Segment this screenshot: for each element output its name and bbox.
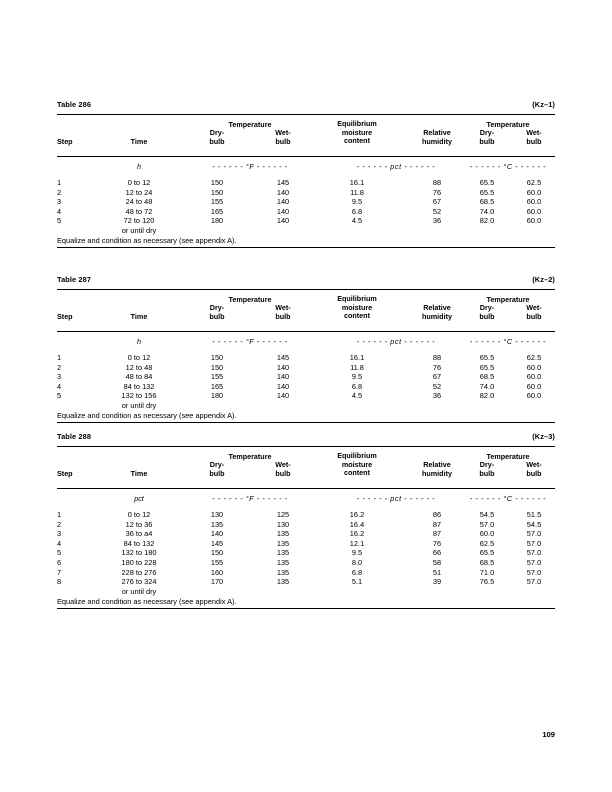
table-row — [57, 382, 555, 392]
cell-emc: 16.1 — [349, 178, 365, 187]
column-header-wet-bulb-c-line1: Wet- — [526, 303, 542, 312]
cell-relative-humidity: 76 — [432, 187, 442, 197]
column-header-time — [93, 470, 185, 479]
column-header-wet-bulb-f-line2: bulb — [275, 311, 291, 321]
cell-wet-bulb-f: 140 — [276, 381, 290, 391]
table-row — [57, 216, 555, 226]
cell-wet-bulb-f: 145 — [276, 353, 290, 362]
table-body — [57, 506, 555, 608]
cell-wet-bulb-c: 54.5 — [526, 519, 542, 529]
cell-wet-bulb-f: 140 — [276, 362, 290, 372]
unit-time: h — [137, 162, 141, 171]
unit-fahrenheit: - - - - - - °F - - - - - - — [212, 494, 288, 503]
cell-dry-bulb-f: 180 — [210, 216, 224, 226]
cell-time: 132 to 156 — [121, 391, 157, 401]
column-header-wet-bulb-c-line1: Wet- — [526, 460, 542, 469]
column-header-dry-bulb-c-line2: bulb — [479, 136, 495, 146]
cell-wet-bulb-f: 140 — [276, 372, 290, 382]
column-header-wet-bulb-f — [253, 461, 313, 478]
cell-dry-bulb-f: 180 — [210, 391, 224, 401]
cell-emc: 4.5 — [351, 391, 363, 401]
cell-dry-bulb-f: 165 — [210, 206, 224, 216]
cell-time: 12 to 48 — [125, 362, 153, 372]
table-unit-row — [57, 157, 555, 174]
column-header-wet-bulb-c — [513, 129, 555, 146]
cell-step: 4 — [57, 538, 62, 548]
cell-dry-bulb-c: 76.5 — [479, 577, 495, 587]
cell-wet-bulb-f: 135 — [276, 529, 290, 539]
column-header-dry-bulb-f-line2: bulb — [209, 136, 225, 146]
column-header-emc-line2: moisture — [341, 302, 373, 312]
column-header-wet-bulb-c — [513, 461, 555, 478]
table-body — [57, 174, 555, 247]
cell-dry-bulb-c: 62.5 — [479, 538, 495, 548]
column-header-step-line1: Step — [57, 137, 73, 146]
table-caption: Table 288 — [57, 432, 92, 441]
cell-wet-bulb-c: 60.0 — [526, 391, 542, 401]
cell-relative-humidity: 36 — [432, 391, 442, 401]
column-header-wet-bulb-f-line2: bulb — [275, 136, 291, 146]
column-header-relative-humidity-line2: humidity — [422, 468, 452, 478]
cell-dry-bulb-f: 155 — [210, 557, 224, 567]
column-header-dry-bulb-f-line2: bulb — [209, 468, 225, 478]
column-header-wet-bulb-f-line1: Wet- — [275, 128, 291, 137]
unit-celsius: - - - - - - °C - - - - - - — [469, 337, 547, 346]
column-header-wet-bulb-f-line2: bulb — [275, 468, 291, 478]
unit-celsius: - - - - - - °C - - - - - - — [469, 494, 547, 503]
column-header-dry-bulb-c-line1: Dry- — [479, 460, 495, 469]
table-body — [57, 349, 555, 422]
cell-time: 72 to 120 — [123, 216, 155, 226]
cell-dry-bulb-f: 150 — [210, 548, 224, 558]
continuation-text: or until dry — [121, 586, 157, 596]
cell-dry-bulb-f: 150 — [210, 178, 224, 187]
table-caption: Table 287 — [57, 275, 92, 284]
unit-time: h — [137, 337, 141, 346]
unit-pct: - - - - - - pct - - - - - - — [356, 337, 436, 346]
cell-step: 2 — [57, 519, 62, 529]
column-header-step-line1: Step — [57, 469, 73, 478]
column-header-wet-bulb-c-line2: bulb — [526, 468, 542, 478]
column-header-wet-bulb-f-line1: Wet- — [275, 303, 291, 312]
temperature-span-label-c: Temperature — [486, 120, 530, 129]
column-header-emc-line1: Equilibrium — [337, 119, 377, 128]
column-header-emc — [319, 295, 395, 321]
table-bottom-rule — [57, 608, 555, 609]
table-row — [57, 372, 555, 382]
cell-emc: 16.4 — [349, 519, 365, 529]
table-row — [57, 548, 555, 558]
cell-time: 276 to 324 — [121, 577, 157, 587]
cell-emc: 11.8 — [350, 187, 364, 197]
cell-dry-bulb-c: 65.5 — [479, 353, 495, 362]
cell-time: 0 to 12 — [127, 178, 151, 187]
column-header-wet-bulb-c-line2: bulb — [526, 136, 542, 146]
cell-relative-humidity: 88 — [432, 353, 442, 362]
column-header-dry-bulb-c-line2: bulb — [479, 311, 495, 321]
cell-emc: 8.0 — [351, 557, 363, 567]
cell-relative-humidity: 52 — [432, 381, 442, 391]
cell-dry-bulb-f: 155 — [210, 372, 224, 382]
column-header-time-line1: Time — [130, 469, 148, 478]
cell-emc: 4.5 — [351, 216, 363, 226]
cell-emc: 9.5 — [351, 197, 363, 207]
column-header-step — [57, 138, 91, 147]
cell-dry-bulb-c: 57.0 — [479, 519, 495, 529]
cell-dry-bulb-f: 170 — [210, 577, 224, 587]
cell-step: 5 — [57, 548, 62, 558]
cell-emc: 6.8 — [351, 567, 363, 577]
cell-time: 48 to 84 — [125, 372, 153, 382]
unit-fahrenheit: - - - - - - °F - - - - - - — [212, 162, 288, 171]
cell-relative-humidity: 36 — [432, 216, 442, 226]
column-header-emc-line3: content — [344, 468, 370, 478]
cell-relative-humidity: 76 — [432, 538, 442, 548]
table-row — [57, 539, 555, 549]
cell-dry-bulb-c: 82.0 — [479, 391, 495, 401]
column-header-wet-bulb-c — [513, 304, 555, 321]
cell-step: 8 — [57, 577, 62, 587]
cell-wet-bulb-f: 135 — [276, 567, 290, 577]
column-header-dry-bulb-c — [461, 304, 513, 321]
cell-time: 12 to 36 — [125, 519, 153, 529]
cell-wet-bulb-c: 60.0 — [526, 187, 542, 197]
cell-relative-humidity: 67 — [432, 372, 442, 382]
cell-dry-bulb-c: 65.5 — [479, 548, 495, 558]
cell-dry-bulb-c: 54.5 — [479, 510, 495, 519]
column-header-relative-humidity-line2: humidity — [422, 311, 452, 321]
cell-step: 2 — [57, 187, 62, 197]
cell-step: 4 — [57, 206, 62, 216]
cell-relative-humidity: 87 — [432, 529, 442, 539]
column-header-relative-humidity-line1: Relative — [423, 460, 451, 469]
table-caption: Table 286 — [57, 100, 92, 109]
unit-fahrenheit: - - - - - - °F - - - - - - — [212, 337, 288, 346]
table-row — [57, 353, 555, 363]
column-header-time-line1: Time — [130, 312, 148, 321]
cell-wet-bulb-f: 145 — [276, 178, 290, 187]
cell-wet-bulb-c: 57.0 — [526, 577, 542, 587]
cell-step: 1 — [57, 510, 62, 519]
cell-dry-bulb-f: 140 — [210, 529, 224, 539]
cell-step: 5 — [57, 216, 62, 226]
cell-emc: 6.8 — [351, 206, 363, 216]
cell-wet-bulb-c: 57.0 — [526, 557, 542, 567]
kiln-schedule-table-286 — [57, 100, 555, 248]
column-header-step-line1: Step — [57, 312, 73, 321]
table-header — [57, 447, 555, 488]
cell-dry-bulb-f: 145 — [210, 538, 224, 548]
cell-relative-humidity: 67 — [432, 197, 442, 207]
cell-wet-bulb-f: 140 — [276, 197, 290, 207]
table-row — [57, 529, 555, 539]
cell-wet-bulb-c: 62.5 — [526, 353, 542, 362]
cell-dry-bulb-c: 68.5 — [479, 197, 495, 207]
cell-step: 3 — [57, 197, 62, 207]
cell-step: 1 — [57, 178, 62, 187]
cell-wet-bulb-c: 60.0 — [526, 216, 542, 226]
table-footnote: Equalize and condition as necessary (see appendix A). — [57, 411, 237, 421]
cell-wet-bulb-c: 60.0 — [526, 362, 542, 372]
cell-dry-bulb-f: 130 — [210, 510, 224, 519]
cell-wet-bulb-c: 60.0 — [526, 372, 542, 382]
cell-step: 5 — [57, 391, 62, 401]
column-header-dry-bulb-c-line1: Dry- — [479, 128, 495, 137]
cell-relative-humidity: 76 — [432, 362, 442, 372]
cell-step: 3 — [57, 529, 62, 539]
cell-dry-bulb-c: 65.5 — [479, 362, 495, 372]
cell-dry-bulb-c: 60.0 — [479, 529, 495, 539]
column-header-emc-line3: content — [344, 136, 370, 146]
cell-wet-bulb-f: 140 — [276, 216, 290, 226]
column-header-dry-bulb-f-line1: Dry- — [209, 460, 225, 469]
continuation-line — [57, 226, 555, 236]
kiln-schedule-table-288 — [57, 432, 555, 609]
page-number: 109 — [542, 730, 555, 739]
column-header-dry-bulb-c-line1: Dry- — [479, 303, 495, 312]
cell-dry-bulb-f: 160 — [210, 567, 224, 577]
column-header-wet-bulb-f-line1: Wet- — [275, 460, 291, 469]
kiln-schedule-table-287 — [57, 275, 555, 423]
cell-time: 0 to 12 — [127, 353, 151, 362]
cell-relative-humidity: 51 — [432, 567, 442, 577]
cell-wet-bulb-f: 135 — [276, 548, 290, 558]
column-header-emc-line3: content — [344, 311, 370, 321]
table-bottom-rule — [57, 422, 555, 423]
column-header-dry-bulb-f-line2: bulb — [209, 311, 225, 321]
column-header-relative-humidity-line2: humidity — [422, 136, 452, 146]
column-header-wet-bulb-f — [253, 304, 313, 321]
table-row — [57, 391, 555, 401]
cell-wet-bulb-c: 57.0 — [526, 538, 542, 548]
cell-emc: 9.5 — [351, 372, 363, 382]
table-row — [57, 520, 555, 530]
cell-wet-bulb-c: 62.5 — [526, 178, 542, 187]
cell-dry-bulb-c: 68.5 — [479, 557, 495, 567]
cell-step: 2 — [57, 362, 62, 372]
cell-time: 180 to 228 — [121, 557, 157, 567]
column-header-time — [93, 138, 185, 147]
column-header-time-line1: Time — [130, 137, 148, 146]
column-header-time — [93, 313, 185, 322]
cell-wet-bulb-f: 135 — [276, 538, 290, 548]
cell-dry-bulb-f: 150 — [210, 353, 224, 362]
table-header — [57, 290, 555, 331]
temperature-span-label-c: Temperature — [486, 295, 530, 304]
cell-wet-bulb-f: 140 — [276, 391, 290, 401]
column-header-dry-bulb-c — [461, 129, 513, 146]
column-header-emc-line1: Equilibrium — [337, 451, 377, 460]
unit-time: pct — [134, 494, 144, 503]
cell-dry-bulb-f: 135 — [210, 519, 224, 529]
cell-wet-bulb-c: 60.0 — [526, 206, 542, 216]
cell-wet-bulb-c: 57.0 — [526, 548, 542, 558]
table-header — [57, 115, 555, 156]
column-header-dry-bulb-c-line2: bulb — [479, 468, 495, 478]
cell-dry-bulb-f: 150 — [210, 362, 224, 372]
temperature-span-label-f: Temperature — [228, 452, 272, 461]
table-code-label: (Kz–3) — [532, 432, 555, 441]
column-header-step — [57, 313, 91, 322]
cell-wet-bulb-c: 60.0 — [526, 381, 542, 391]
table-row — [57, 510, 555, 520]
temperature-span-label-f: Temperature — [228, 295, 272, 304]
unit-celsius: - - - - - - °C - - - - - - — [469, 162, 547, 171]
cell-time: 36 to a4 — [125, 529, 153, 539]
cell-dry-bulb-c: 74.0 — [479, 206, 495, 216]
table-row — [57, 363, 555, 373]
cell-dry-bulb-f: 155 — [210, 197, 224, 207]
cell-dry-bulb-c: 65.5 — [479, 178, 495, 187]
column-header-dry-bulb-c — [461, 461, 513, 478]
cell-relative-humidity: 58 — [432, 557, 442, 567]
cell-relative-humidity: 66 — [432, 548, 442, 558]
cell-wet-bulb-f: 130 — [276, 519, 290, 529]
column-header-relative-humidity-line1: Relative — [423, 128, 451, 137]
cell-time: 0 to 12 — [127, 510, 151, 519]
cell-emc: 5.1 — [351, 577, 363, 587]
cell-wet-bulb-f: 140 — [276, 206, 290, 216]
cell-step: 3 — [57, 372, 62, 382]
cell-time: 48 to 72 — [125, 206, 153, 216]
cell-time: 24 to 48 — [125, 197, 153, 207]
table-code-label: (Kz–1) — [532, 100, 555, 109]
cell-wet-bulb-c: 51.5 — [526, 510, 542, 519]
cell-time: 132 to 180 — [121, 548, 157, 558]
column-header-dry-bulb-f-line1: Dry- — [209, 128, 225, 137]
cell-dry-bulb-c: 82.0 — [479, 216, 495, 226]
cell-relative-humidity: 86 — [432, 510, 442, 519]
column-header-relative-humidity-line1: Relative — [423, 303, 451, 312]
temperature-span-label-c: Temperature — [486, 452, 530, 461]
table-unit-row — [57, 489, 555, 506]
table-row — [57, 188, 555, 198]
cell-dry-bulb-f: 150 — [210, 187, 224, 197]
column-header-emc-line2: moisture — [341, 127, 373, 137]
cell-emc: 11.8 — [350, 362, 364, 372]
cell-wet-bulb-c: 57.0 — [526, 529, 542, 539]
table-row — [57, 178, 555, 188]
cell-time: 84 to 132 — [123, 538, 155, 548]
cell-time: 12 to 24 — [125, 187, 153, 197]
column-header-emc-line2: moisture — [341, 459, 373, 469]
cell-time: 84 to 132 — [123, 381, 155, 391]
table-code-label: (Kz–2) — [532, 275, 555, 284]
column-header-dry-bulb-f — [187, 461, 247, 478]
column-header-dry-bulb-f-line1: Dry- — [209, 303, 225, 312]
cell-dry-bulb-c: 74.0 — [479, 381, 495, 391]
cell-wet-bulb-f: 140 — [276, 187, 290, 197]
cell-wet-bulb-c: 57.0 — [526, 567, 542, 577]
continuation-text: or until dry — [121, 400, 157, 410]
cell-dry-bulb-c: 71.0 — [479, 567, 495, 577]
table-row — [57, 207, 555, 217]
cell-step: 4 — [57, 381, 62, 391]
cell-step: 1 — [57, 353, 62, 362]
column-header-wet-bulb-c-line2: bulb — [526, 311, 542, 321]
column-header-dry-bulb-f — [187, 129, 247, 146]
continuation-text: or until dry — [121, 225, 157, 235]
table-bottom-rule — [57, 247, 555, 248]
cell-step: 6 — [57, 557, 62, 567]
table-unit-row — [57, 332, 555, 349]
table-row — [57, 197, 555, 207]
table-footnote: Equalize and condition as necessary (see appendix A). — [57, 596, 237, 606]
table-caption-row — [57, 275, 555, 289]
cell-wet-bulb-f: 125 — [276, 510, 290, 519]
cell-emc: 12.1 — [349, 538, 365, 548]
table-footnote: Equalize and condition as necessary (see appendix A). — [57, 236, 237, 246]
table-row — [57, 577, 555, 587]
table-row — [57, 558, 555, 568]
cell-emc: 16.2 — [349, 529, 365, 539]
cell-wet-bulb-f: 135 — [276, 577, 290, 587]
table-row — [57, 568, 555, 578]
column-header-wet-bulb-f — [253, 129, 313, 146]
column-header-dry-bulb-f — [187, 304, 247, 321]
cell-emc: 16.2 — [349, 510, 365, 519]
cell-step: 7 — [57, 567, 62, 577]
cell-emc: 9.5 — [351, 548, 363, 558]
cell-wet-bulb-f: 135 — [276, 557, 290, 567]
cell-relative-humidity: 52 — [432, 206, 442, 216]
cell-emc: 6.8 — [351, 381, 363, 391]
table-caption-row — [57, 100, 555, 114]
column-header-wet-bulb-c-line1: Wet- — [526, 128, 542, 137]
continuation-line — [57, 587, 555, 597]
cell-relative-humidity: 39 — [432, 577, 442, 587]
unit-pct: - - - - - - pct - - - - - - — [356, 494, 436, 503]
cell-relative-humidity: 88 — [432, 178, 442, 187]
cell-wet-bulb-c: 60.0 — [526, 197, 542, 207]
unit-pct: - - - - - - pct - - - - - - — [356, 162, 436, 171]
cell-dry-bulb-f: 165 — [210, 381, 224, 391]
temperature-span-label-f: Temperature — [228, 120, 272, 129]
table-caption-row — [57, 432, 555, 446]
cell-dry-bulb-c: 68.5 — [479, 372, 495, 382]
cell-emc: 16.1 — [349, 353, 365, 362]
cell-dry-bulb-c: 65.5 — [479, 187, 495, 197]
column-header-emc — [319, 452, 395, 478]
column-header-emc — [319, 120, 395, 146]
continuation-line — [57, 401, 555, 411]
column-header-emc-line1: Equilibrium — [337, 294, 377, 303]
cell-relative-humidity: 87 — [432, 519, 442, 529]
cell-time: 228 to 276 — [121, 567, 157, 577]
column-header-step — [57, 470, 91, 479]
